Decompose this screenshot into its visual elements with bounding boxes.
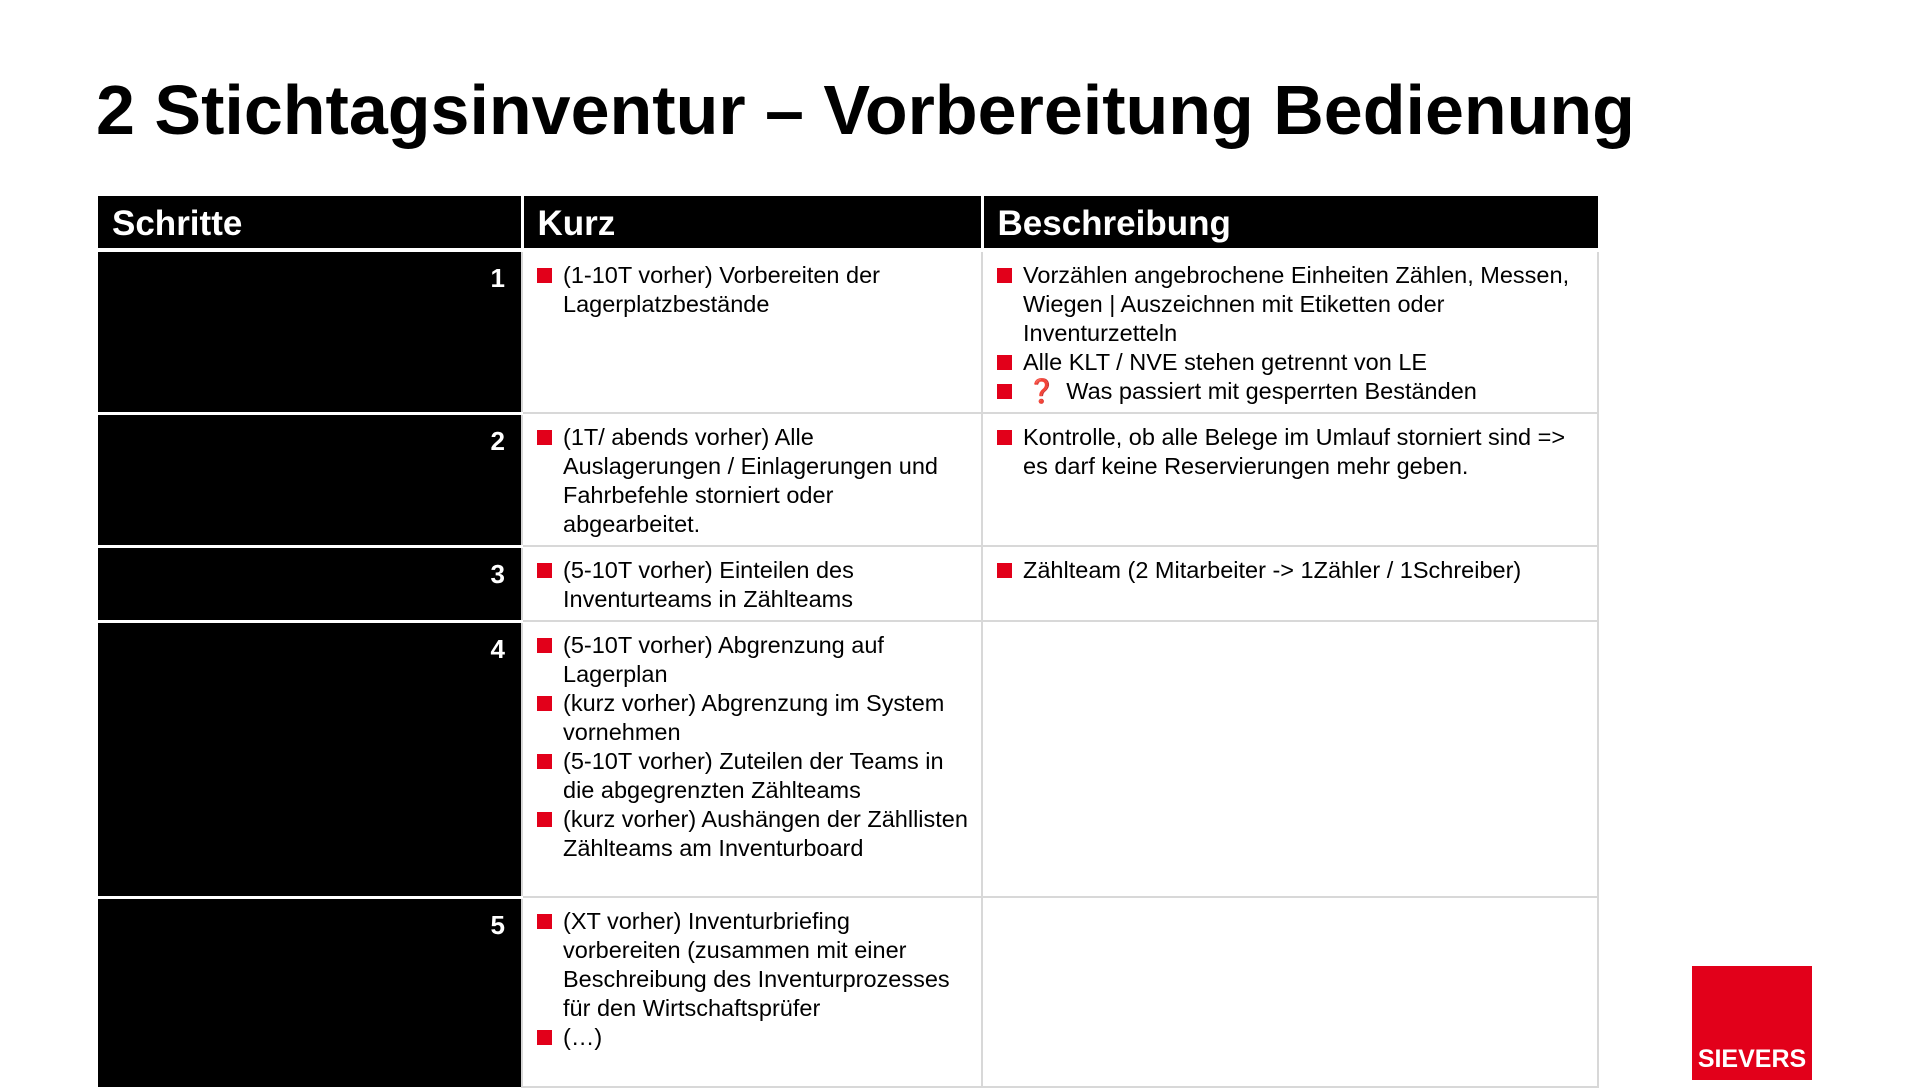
- beschreibung-cell: [982, 897, 1598, 1087]
- slide-title: 2 Stichtagsinventur – Vorbereitung Bedienung: [96, 71, 1635, 149]
- list-item: Zählteam (2 Mitarbeiter -> 1Zähler / 1Schreiber): [995, 556, 1587, 585]
- beschreibung-cell: [982, 621, 1598, 897]
- list-item: (1-10T vorher) Vorbereiten der Lagerplatzbestände: [535, 261, 971, 319]
- list-item: (…): [535, 1023, 971, 1052]
- list-item: Alle KLT / NVE stehen getrennt von LE: [995, 348, 1587, 377]
- kurz-cell: [522, 250, 982, 413]
- step-number: 1: [98, 250, 522, 413]
- table-row: [98, 621, 1598, 897]
- list-item: (5-10T vorher) Abgrenzung auf Lagerplan: [535, 631, 971, 689]
- kurz-cell: [522, 897, 982, 1087]
- list-item: (1T/ abends vorher) Alle Auslagerungen / Einlagerungen und Fahrbefehle storniert oder abgearbeitet.: [535, 423, 971, 539]
- kurz-cell: [522, 546, 982, 621]
- kurz-cell: [522, 413, 982, 546]
- sievers-logo: [1692, 966, 1812, 1080]
- beschreibung-cell: [982, 413, 1598, 546]
- list-item: Kontrolle, ob alle Belege im Umlauf storniert sind => es darf keine Reservierungen mehr geben.: [995, 423, 1587, 481]
- step-number: 3: [98, 546, 522, 621]
- table-header-row: [98, 196, 1598, 250]
- list-item: (XT vorher) Inventurbriefing vorbereiten (zusammen mit einer Beschreibung des Inventurprozesses für den Wirtschaftsprüfer: [535, 907, 971, 1023]
- step-number: 5: [98, 897, 522, 1087]
- steps-table: [98, 196, 1599, 1088]
- header-kurz: Kurz: [522, 196, 982, 250]
- list-item: (5-10T vorher) Zuteilen der Teams in die abgegrenzten Zählteams: [535, 747, 971, 805]
- list-item: (kurz vorher) Aushängen der Zähllisten Zählteams am Inventurboard: [535, 805, 971, 863]
- table-row: [98, 250, 1598, 413]
- list-item: [995, 377, 1587, 406]
- kurz-cell: [522, 621, 982, 897]
- table-row: [98, 546, 1598, 621]
- step-number: 2: [98, 413, 522, 546]
- header-beschreibung: Beschreibung: [982, 196, 1598, 250]
- list-item: (kurz vorher) Abgrenzung im System vornehmen: [535, 689, 971, 747]
- logo-text: SIEVERS: [1697, 1045, 1807, 1073]
- list-item: (5-10T vorher) Einteilen des Inventurteams in Zählteams: [535, 556, 971, 614]
- header-schritte: Schritte: [98, 196, 522, 250]
- beschreibung-cell: [982, 250, 1598, 413]
- step-number: 4: [98, 621, 522, 897]
- list-item: Vorzählen angebrochene Einheiten Zählen, Messen, Wiegen | Auszeichnen mit Etiketten oder Inventurzetteln: [995, 261, 1587, 348]
- table-row: [98, 413, 1598, 546]
- table-row: [98, 897, 1598, 1087]
- beschreibung-cell: [982, 546, 1598, 621]
- question-mark-icon: ❓: [1027, 378, 1057, 404]
- list-item-text: Was passiert mit gesperrten Beständen: [1066, 378, 1477, 404]
